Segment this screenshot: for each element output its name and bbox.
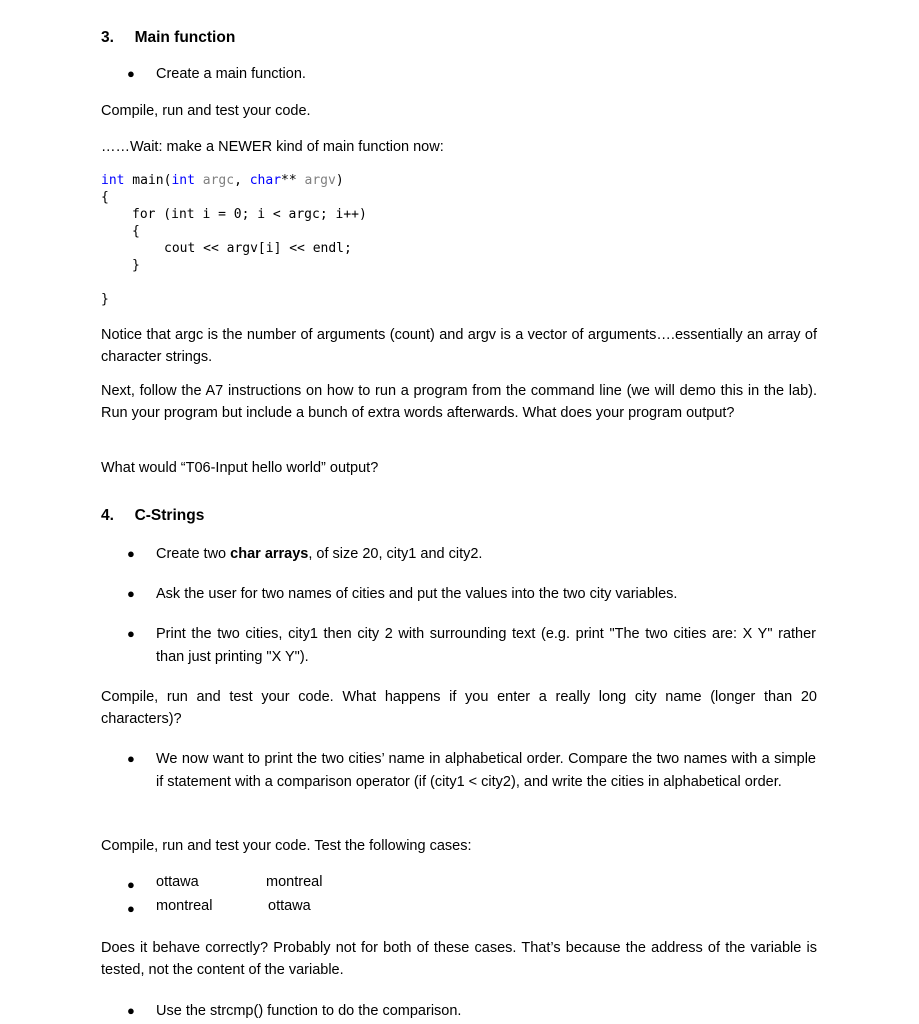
list-item: Use the strcmp() function to do the comparison. — [156, 1003, 462, 1019]
bullet-icon: ● — [127, 586, 135, 601]
code-line: cout << argv[i] << endl; — [164, 241, 352, 256]
paragraph-what-would: What would “T06-Input hello world” output? — [101, 460, 379, 476]
paragraph-behave: Does it behave correctly? Probably not for both of these cases. That’s because the address of the variable is tested, not the content of the variable. — [101, 940, 817, 978]
section-3-title: Main function — [134, 29, 236, 46]
code-keyword: char — [249, 173, 282, 188]
case-2-first: montreal — [156, 898, 213, 914]
code-keyword: int — [101, 173, 125, 188]
paragraph-compile-long: Compile, run and test your code. What happens if you enter a really long city name (longer than 20 characters)? — [101, 689, 817, 727]
section-4-number: 4. — [101, 507, 114, 524]
list-item-bold: char arrays — [230, 546, 309, 562]
code-line: } — [101, 292, 109, 307]
case-1-second: montreal — [266, 874, 323, 890]
paragraph-notice: Notice that argc is the number of arguments (count) and argv is a vector of arguments….essentially an array of character strings. — [101, 327, 817, 365]
bullet-icon: ● — [127, 1003, 135, 1018]
code-line: { — [132, 224, 140, 239]
list-item: We now want to print the two cities’ name in alphabetical order. Compare the two names with a simple if statement with a comparison operator (if (city1 < city2), and write the cities in alphabetical order. — [156, 751, 816, 790]
code-param: argv — [304, 173, 336, 188]
code-text: , — [234, 173, 250, 188]
paragraph-compile: Compile, run and test your code. — [101, 103, 311, 119]
code-line: } — [132, 258, 140, 273]
code-line: { — [101, 190, 109, 205]
code-keyword: int — [171, 173, 195, 188]
list-item: Print the two cities, city1 then city 2 with surrounding text (e.g. print "The two cities are: X Y" rather than just printing "X Y"). — [156, 626, 816, 665]
section-3-number: 3. — [101, 29, 114, 46]
bullet-icon: ● — [127, 626, 135, 641]
code-text: ) — [335, 173, 344, 188]
list-item — [156, 543, 482, 566]
list-item: Ask the user for two names of cities and put the values into the two city variables. — [156, 586, 678, 602]
code-text: main( — [124, 173, 172, 188]
bullet-icon: ● — [127, 877, 135, 892]
case-1-first: ottawa — [156, 874, 199, 890]
code-param: argc — [194, 173, 235, 188]
list-item-text: , of size 20, city1 and city2. — [308, 546, 483, 562]
list-item-text: Create two — [156, 546, 231, 562]
bullet-icon: ● — [127, 546, 135, 561]
code-line — [101, 172, 344, 189]
code-text: ** — [281, 173, 305, 188]
paragraph-compile-cases: Compile, run and test your code. Test the following cases: — [101, 838, 472, 854]
section-3-heading — [101, 29, 235, 47]
bullet-icon: ● — [127, 751, 135, 766]
bullet-icon: ● — [127, 901, 135, 916]
bullet-icon: ● — [127, 66, 135, 81]
code-line: for (int i = 0; i < argc; i++) — [132, 207, 367, 222]
section-4-title: C-Strings — [134, 507, 205, 524]
list-item: Create a main function. — [156, 66, 306, 82]
section-4-heading — [101, 507, 204, 525]
case-2-second: ottawa — [268, 898, 311, 914]
paragraph-wait: ……Wait: make a NEWER kind of main function now: — [101, 139, 444, 155]
paragraph-next: Next, follow the A7 instructions on how to run a program from the command line (we will demo this in the lab). Run your program but include a bunch of extra words afterwards. What does your program output? — [101, 383, 817, 421]
